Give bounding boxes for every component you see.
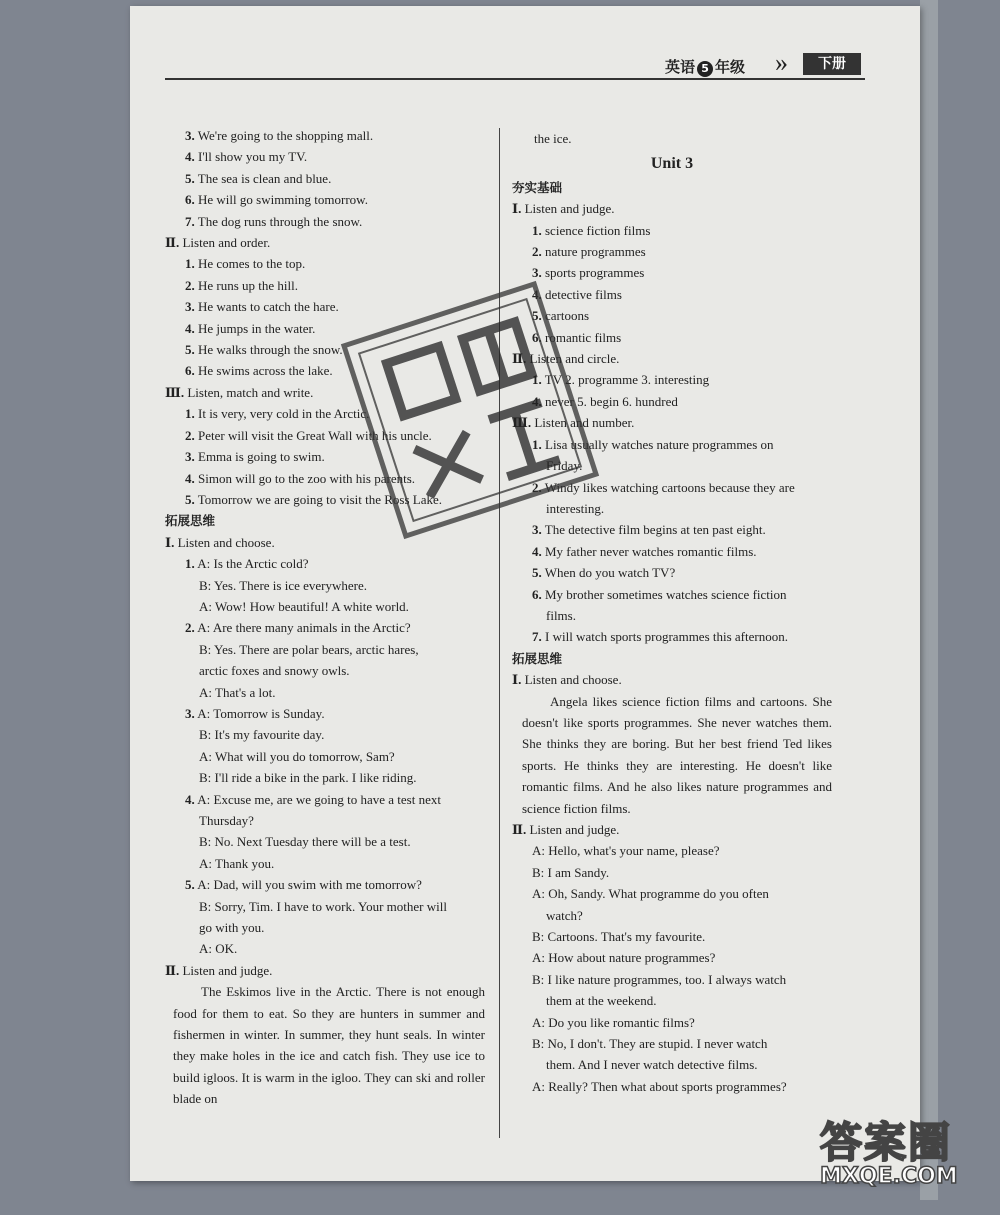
item-number: 5.	[185, 491, 195, 507]
item-text: A: How about nature programmes?	[532, 950, 716, 966]
item-text: It is very, very cold in the Arctic.	[198, 406, 370, 422]
right2-line	[512, 1012, 832, 1033]
item-number: 3.	[532, 265, 542, 281]
left-line	[165, 960, 485, 981]
left-line	[165, 896, 485, 917]
item-text: Friday.	[546, 458, 583, 474]
item-text: Thursday?	[199, 813, 254, 828]
item-text: B: It's my favourite day.	[199, 727, 325, 743]
item-number: 3.	[185, 705, 195, 721]
item-text: A: Excuse me, are we going to have a test next	[197, 791, 441, 807]
header-title	[665, 56, 745, 77]
item-text: A: That's a lot.	[199, 684, 276, 700]
item-text: films.	[546, 607, 576, 623]
right2-line	[512, 862, 832, 883]
item-number: 2.	[185, 620, 195, 636]
item-text: Emma is going to swim.	[198, 449, 325, 465]
item-number: Ⅰ.	[512, 201, 522, 217]
item-text: Listen and judge.	[524, 201, 615, 217]
right-line	[512, 562, 832, 583]
page-header	[165, 50, 865, 80]
left-line	[165, 853, 485, 874]
item-text: science fiction films	[545, 222, 651, 238]
right-line	[512, 541, 832, 562]
item-number: 4.	[185, 320, 195, 336]
item-text: He wants to catch the hare.	[198, 299, 339, 315]
item-text: 拓展思维	[165, 513, 216, 529]
item-text: He will go swimming tomorrow.	[198, 192, 368, 208]
header-subject: 英语	[665, 58, 696, 76]
right2-line	[512, 840, 832, 861]
right2-line	[512, 926, 832, 947]
right2-line	[512, 819, 832, 840]
item-text: The dog runs through the snow.	[197, 213, 363, 229]
item-text: B: Yes. There is ice everywhere.	[199, 577, 367, 593]
item-text: He walks through the snow.	[198, 342, 343, 358]
volume-badge: 下册	[803, 53, 861, 75]
item-text: A: Do you like romantic films?	[532, 1014, 695, 1030]
item-text: go with you.	[199, 920, 265, 936]
item-number: 3.	[185, 449, 195, 465]
item-number: 2.	[185, 427, 195, 443]
item-text: TV 2. programme 3. interesting	[544, 372, 710, 388]
item-text: A: Tomorrow is Sunday.	[197, 705, 325, 721]
item-text: never 5. begin 6. hundred	[545, 393, 678, 409]
left-line	[165, 724, 485, 745]
item-number: Ⅲ.	[512, 415, 532, 431]
item-text: A: What will you do tomorrow, Sam?	[199, 748, 395, 764]
item-text: them. And I never watch detective films.	[546, 1057, 758, 1073]
left-line	[165, 253, 485, 274]
item-text: Windy likes watching cartoons because they are	[544, 479, 795, 495]
item-text: Listen and judge.	[182, 962, 273, 978]
item-text: He swims across the lake.	[198, 363, 333, 379]
left-paragraph: The Eskimos live in the Arctic. There is not enough food for them to eat. So they are hunters in summer and fishermen in winter. In summer, they hunt seals. In winter they make holes in the ice and catch fish. They use ice to build igloos. It is warm in the igloo. They can ski and roller blade on	[173, 984, 485, 1107]
item-text: A: OK.	[199, 941, 238, 957]
item-text: romantic films	[545, 329, 622, 345]
left-line	[165, 575, 485, 596]
item-number: 1.	[532, 222, 542, 238]
left-line	[165, 810, 485, 831]
right-line	[512, 305, 832, 326]
right2-line	[512, 883, 832, 904]
item-text: He comes to the top.	[198, 256, 306, 272]
item-number: 3.	[185, 299, 195, 315]
right2-line	[512, 1054, 832, 1075]
right-line	[512, 519, 832, 540]
item-number: 4.	[185, 791, 195, 807]
left-line	[165, 168, 485, 189]
right-line	[512, 605, 832, 626]
item-number: 5.	[532, 565, 542, 581]
chevron-icon: »	[775, 48, 788, 77]
item-number: 4.	[532, 393, 542, 409]
item-number: 5.	[185, 877, 195, 893]
left-line	[165, 767, 485, 788]
unit-title: Unit 3	[650, 155, 694, 173]
item-number: Ⅱ.	[165, 962, 180, 978]
right-line	[512, 669, 832, 690]
item-text: A: Dad, will you swim with me tomorrow?	[197, 877, 422, 893]
left-line	[165, 617, 485, 638]
item-text: Tomorrow we are going to visit the Ross Lake.	[197, 491, 443, 507]
item-number: 5.	[185, 342, 195, 358]
watermark	[820, 1110, 1000, 1210]
header-rule	[165, 78, 865, 80]
item-number: Ⅲ.	[165, 384, 185, 400]
left-line	[165, 275, 485, 296]
left-line	[165, 703, 485, 724]
item-text: Peter will visit the Great Wall with his uncle.	[198, 427, 432, 443]
left-line	[165, 639, 485, 660]
item-text: Listen and judge.	[529, 822, 620, 837]
item-text: B: Cartoons. That's my favourite.	[532, 929, 706, 945]
left-line	[165, 146, 485, 167]
item-number: 6.	[532, 329, 542, 345]
left-line	[165, 211, 485, 232]
item-text: watch?	[546, 907, 583, 923]
item-text: 拓展思维	[512, 650, 563, 666]
left-line	[165, 938, 485, 959]
item-number: 7.	[185, 213, 195, 229]
right-line	[512, 626, 832, 647]
item-text: sports programmes	[545, 265, 645, 281]
item-text: A: Really? Then what about sports programmes?	[532, 1078, 787, 1094]
right2-line	[512, 969, 832, 990]
item-number: 7.	[532, 629, 542, 645]
right-line	[512, 177, 832, 198]
item-text: nature programmes	[545, 244, 646, 260]
item-text: B: Sorry, Tim. I have to work. Your mother will	[199, 898, 447, 914]
item-number: 4.	[185, 470, 195, 486]
right-column	[512, 128, 832, 1097]
item-text: A: Are there many animals in the Arctic?	[197, 620, 411, 636]
item-text: When do you watch TV?	[544, 565, 676, 581]
left-line	[165, 553, 485, 574]
left-line	[165, 232, 485, 253]
item-text: We're going to the shopping mall.	[197, 128, 374, 143]
item-text: Listen and choose.	[177, 534, 275, 550]
item-text: Listen, match and write.	[187, 384, 314, 400]
item-text: The sea is clean and blue.	[197, 170, 332, 186]
item-text: Listen and order.	[182, 235, 271, 251]
right-paragraph: Angela likes science fiction films and cartoons. She doesn't like sports programmes. She never watches them. She thinks they are boring. But her best friend Ted likes sports. He thinks they are interesting. He doesn't like romantic films. And he also likes nature programmes and science fiction films.	[522, 693, 832, 816]
right-top-line: the ice.	[534, 131, 572, 146]
item-text: He jumps in the water.	[198, 320, 316, 336]
item-text: arctic foxes and snowy owls.	[199, 663, 350, 679]
item-text: B: No, I don't. They are stupid. I never watch	[532, 1036, 768, 1052]
item-text: B: I'll ride a bike in the park. I like riding.	[199, 770, 417, 786]
left-line	[165, 660, 485, 681]
item-number: 4.	[532, 543, 542, 559]
item-number: 1.	[185, 256, 195, 272]
item-number: Ⅱ.	[512, 822, 527, 837]
item-text: cartoons	[545, 308, 590, 324]
item-number: 4.	[532, 286, 542, 302]
page-edge	[920, 0, 938, 1200]
left-line	[165, 831, 485, 852]
item-text: B: No. Next Tuesday there will be a test.	[199, 834, 411, 850]
item-number: 6.	[532, 586, 542, 602]
item-text: A: Thank you.	[199, 855, 275, 871]
left-line	[165, 874, 485, 895]
item-number: Ⅰ.	[165, 534, 175, 550]
left-line	[165, 596, 485, 617]
right-line	[512, 648, 832, 669]
item-number: 1.	[185, 406, 195, 422]
left-lines	[165, 125, 485, 981]
item-number: 4.	[185, 149, 195, 165]
item-text: A: Hello, what's your name, please?	[532, 843, 720, 859]
item-number: Ⅰ.	[512, 672, 522, 688]
left-column	[165, 125, 485, 1110]
item-text: I will watch sports programmes this afternoon.	[545, 629, 788, 645]
item-text: The detective film begins at ten past eight.	[544, 522, 766, 538]
item-text: B: Yes. There are polar bears, arctic hares,	[199, 641, 419, 657]
item-text: B: I am Sandy.	[532, 864, 610, 880]
right2-line	[512, 905, 832, 926]
right-lines-2	[512, 819, 832, 1097]
watermark-url: MXQE.COM	[820, 1164, 958, 1189]
item-number: 2.	[532, 479, 542, 495]
right-line	[512, 241, 832, 262]
column-divider	[499, 128, 500, 1138]
watermark-logo: 答案圈	[820, 1118, 953, 1167]
item-text: Listen and circle.	[529, 351, 620, 367]
right-line	[512, 284, 832, 305]
item-text: A: Is the Arctic cold?	[197, 556, 309, 572]
item-number: 6.	[185, 192, 195, 208]
left-line	[165, 682, 485, 703]
left-line	[165, 917, 485, 938]
item-number: Ⅱ.	[512, 351, 527, 367]
item-number: 1.	[532, 436, 542, 452]
header-grade: 年级	[715, 58, 746, 76]
item-number: 3.	[532, 522, 542, 538]
item-number: 1.	[532, 372, 542, 388]
item-text: B: I like nature programmes, too. I always watch	[532, 971, 787, 987]
right-line	[512, 198, 832, 219]
item-number: 5.	[532, 308, 542, 324]
left-line	[165, 125, 485, 146]
right-line	[512, 220, 832, 241]
item-number: Ⅱ.	[165, 235, 180, 251]
left-line	[165, 189, 485, 210]
item-text: Simon will go to the zoo with his parents.	[198, 470, 416, 486]
item-number: 5.	[185, 170, 195, 186]
item-text: 夯实基础	[512, 179, 563, 195]
left-line	[165, 746, 485, 767]
item-text: Lisa usually watches nature programmes on	[545, 436, 774, 452]
item-text: A: Oh, Sandy. What programme do you often	[532, 886, 769, 902]
right2-line	[512, 1076, 832, 1097]
item-text: A: Wow! How beautiful! A white world.	[199, 598, 409, 614]
item-number: 1.	[185, 556, 195, 572]
item-number: 6.	[185, 363, 195, 379]
right2-line	[512, 1033, 832, 1054]
right2-line	[512, 947, 832, 968]
item-text: Listen and choose.	[524, 672, 622, 688]
right2-line	[512, 990, 832, 1011]
item-text: My father never watches romantic films.	[545, 543, 757, 559]
item-number: 2.	[185, 277, 195, 293]
right-line	[512, 262, 832, 283]
item-text: My brother sometimes watches science fiction	[545, 586, 787, 602]
right-line	[512, 584, 832, 605]
right-line	[512, 498, 832, 519]
item-text: I'll show you my TV.	[198, 149, 308, 165]
item-number: 2.	[532, 244, 542, 260]
grade-badge: 5	[697, 61, 713, 77]
left-line	[165, 789, 485, 810]
item-number: 3.	[185, 128, 195, 143]
item-text: them at the weekend.	[546, 993, 657, 1009]
item-text: He runs up the hill.	[198, 277, 299, 293]
item-text: detective films	[545, 286, 622, 302]
item-text: interesting.	[546, 500, 605, 516]
item-text: Listen and number.	[534, 415, 635, 431]
